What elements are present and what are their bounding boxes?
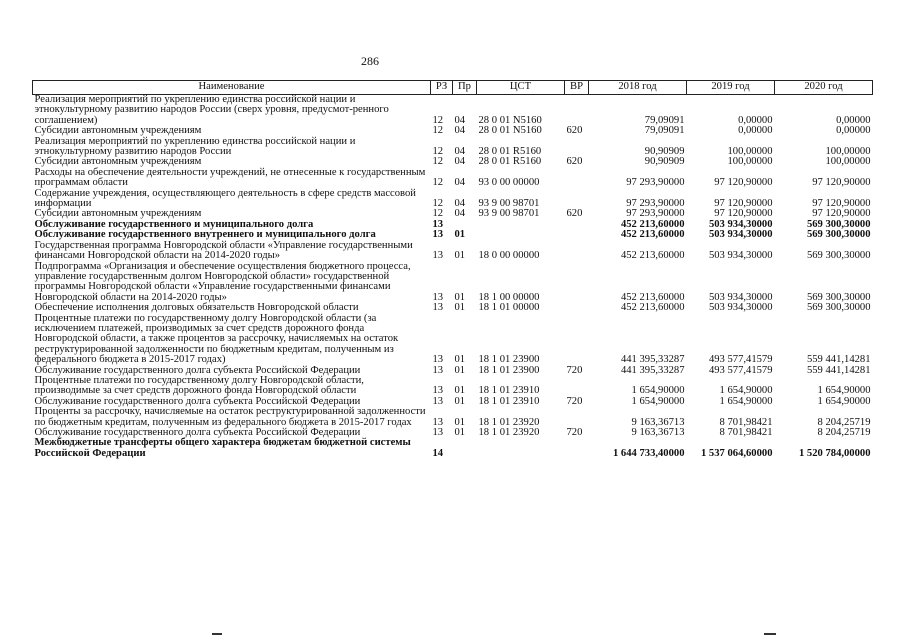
cell-rz: 13 [432,291,444,303]
cell-rz: 13 [432,354,444,366]
table-row [33,189,873,210]
cell-y2018: 90,90909 [644,156,685,168]
cell-y2020: 1 654,90000 [817,395,871,407]
cell-y2020: 559 441,14281 [806,354,871,366]
cell-y2018: 1 654,90000 [631,395,685,407]
cell-rz: 12 [432,208,444,220]
cell-y2019: 8 701,98421 [719,427,773,438]
header-rz: РЗ [431,81,453,95]
cell-y2019: 97 120,90000 [714,177,773,189]
cell-y2020: 0,00000 [836,114,871,126]
cell-vr: 720 [566,364,583,376]
cell-rz: 12 [432,146,444,158]
cell-rz: 12 [432,156,444,168]
cell-y2019: 503 934,30000 [708,250,773,262]
cell-pr: 04 [454,146,466,158]
cell-rz: 12 [432,198,444,210]
cell-y2020: 1 654,90000 [817,385,871,397]
header-2020: 2020 год [775,81,873,95]
cell-y2019: 100,00000 [727,156,773,168]
cell-name: Обслуживание государственного долга субъекта Российской Федерации [34,364,361,376]
header-vr: ВР [565,81,589,95]
cell-cst [477,230,565,240]
cell-rz: 13 [432,395,444,407]
cell-y2019: 0,00000 [738,114,773,126]
cell-cst: 28 0 01 N5160 [478,125,542,137]
cell-y2018: 1 654,90000 [631,385,685,397]
cell-y2019: 503 934,30000 [708,291,773,303]
cell-y2019: 503 934,30000 [708,302,773,314]
cell-y2019: 97 120,90000 [714,198,773,210]
cell-vr [565,220,589,230]
cell-vr [565,376,589,397]
cell-pr: 04 [454,177,466,189]
cell-rz: 14 [432,447,444,459]
cell-pr: 01 [454,302,466,314]
cell-y2020: 100,00000 [825,156,871,168]
cell-y2020: 0,00000 [836,125,871,137]
cell-rz: 13 [432,302,444,314]
cell-name: Реализация мероприятий по укреплению единства российской нации и этнокультурному развитию народов России [34,135,356,158]
cell-cst: 28 0 01 R5160 [478,146,542,158]
table-row [33,314,873,366]
cell-pr: 01 [454,229,466,241]
cell-name: Обслуживание государственного долга субъекта Российской Федерации [34,427,361,438]
cell-cst: 18 1 01 23920 [478,416,540,428]
cell-y2019: 1 654,90000 [719,385,773,397]
cell-vr [565,303,589,313]
table-row [33,438,873,459]
cell-rz: 12 [432,114,444,126]
cell-y2019: 503 934,30000 [708,218,773,230]
cell-y2020: 569 300,30000 [806,229,871,241]
cell-pr: 04 [454,114,466,126]
header-name: Наименование [33,81,431,95]
cell-y2019: 97 120,90000 [714,208,773,220]
table-row [33,303,873,313]
cell-pr: 01 [454,395,466,407]
cell-vr [565,241,589,262]
cell-y2020: 569 300,30000 [806,302,871,314]
cell-cst [477,438,565,459]
cell-y2019: 493 577,41579 [708,354,773,366]
cell-y2020: 559 441,14281 [806,364,871,376]
scan-marks [0,630,905,640]
header-cst: ЦСТ [477,81,565,95]
cell-y2018: 452 213,60000 [620,218,685,230]
cell-vr [565,314,589,366]
cell-pr: 01 [454,354,466,366]
cell-vr: 620 [566,125,583,137]
cell-pr: 04 [454,125,466,137]
cell-rz: 13 [432,250,444,262]
cell-vr [565,262,589,304]
cell-name: Субсидии автономным учреждениям [34,125,202,137]
cell-cst: 18 1 01 00000 [478,302,540,314]
cell-cst [477,220,565,230]
header-2019: 2019 год [687,81,775,95]
cell-y2019: 1 654,90000 [719,395,773,407]
cell-y2018: 90,90909 [644,146,685,158]
cell-y2019: 100,00000 [727,146,773,158]
cell-name: Подпрограмма «Организация и обеспечение осуществления бюджетного процесса, управление государственным долгом Новгородской области» государственной программы Новгородской области «Управление государственными финансами Новгородской области на 2014-2020 годы» [34,260,411,303]
cell-y2020: 97 120,90000 [812,198,871,210]
cell-cst: 18 1 01 23920 [478,427,540,438]
cell-rz: 13 [432,416,444,428]
cell-name: Обслуживание государственного и муниципального долга [34,218,314,230]
cell-y2018: 452 213,60000 [620,229,685,241]
cell-y2018: 1 644 733,40000 [612,447,685,459]
table-row [33,262,873,304]
cell-cst: 93 0 00 00000 [478,177,540,189]
budget-table [32,80,873,459]
cell-y2018: 97 293,90000 [626,198,685,210]
cell-name: Обслуживание государственного внутреннего и муниципального долга [34,229,376,241]
cell-cst: 18 1 01 23910 [478,385,540,397]
cell-name: Субсидии автономным учреждениям [34,208,202,220]
table-row [33,168,873,189]
cell-pr: 01 [454,427,466,438]
table-row [33,376,873,397]
cell-y2019: 1 537 064,60000 [700,447,773,459]
cell-cst: 18 1 01 23900 [478,354,540,366]
cell-y2019: 493 577,41579 [708,364,773,376]
cell-y2018: 9 163,36713 [631,416,685,428]
cell-y2019: 8 701,98421 [719,416,773,428]
table-row [33,241,873,262]
cell-name: Обеспечение исполнения долговых обязательств Новгородской области [34,302,359,314]
cell-y2018: 97 293,90000 [626,208,685,220]
cell-vr [565,407,589,428]
cell-pr: 01 [454,385,466,397]
cell-vr [565,189,589,210]
cell-cst: 28 0 01 R5160 [478,156,542,168]
cell-vr: 620 [566,208,583,220]
table-row [33,407,873,428]
cell-y2020: 569 300,30000 [806,291,871,303]
cell-y2020: 97 120,90000 [812,177,871,189]
cell-y2018: 9 163,36713 [631,427,685,438]
cell-pr: 01 [454,250,466,262]
table-row [33,95,873,127]
cell-y2018: 452 213,60000 [620,302,685,314]
cell-cst: 28 0 01 N5160 [478,114,542,126]
cell-rz: 12 [432,177,444,189]
cell-y2020: 97 120,90000 [812,208,871,220]
cell-rz: 12 [432,125,444,137]
cell-y2018: 441 395,33287 [620,364,685,376]
cell-pr: 01 [454,291,466,303]
cell-cst: 93 9 00 98701 [478,198,540,210]
cell-pr: 04 [454,198,466,210]
cell-name: Обслуживание государственного долга субъекта Российской Федерации [34,395,361,407]
cell-rz: 13 [432,218,444,230]
cell-y2018: 97 293,90000 [626,177,685,189]
cell-cst: 18 0 00 00000 [478,250,540,262]
cell-vr [565,168,589,189]
cell-vr: 620 [566,156,583,168]
cell-y2020: 569 300,30000 [806,218,871,230]
cell-vr: 720 [566,395,583,407]
cell-y2020: 8 204,25719 [817,427,871,438]
cell-name: Государственная программа Новгородской области «Управление государственными финансами Новгородской области на 2014-2020 годы» [34,239,413,262]
cell-vr [565,230,589,240]
cell-cst: 18 1 01 23910 [478,395,540,407]
cell-pr: 01 [454,364,466,376]
cell-vr: 720 [566,427,583,438]
table-row [33,137,873,158]
cell-y2019: 0,00000 [738,125,773,137]
cell-y2018: 79,09091 [644,125,685,137]
cell-pr: 04 [454,208,466,220]
cell-rz: 13 [432,385,444,397]
cell-cst: 18 1 01 23900 [478,364,540,376]
cell-y2018: 441 395,33287 [620,354,685,366]
cell-y2020: 100,00000 [825,146,871,158]
cell-name: Процентные платежи по государственному долгу Новгородской области (за исключением платежей, производимых за счет средств дорожного фонда Новгородской области, а также процентов за рассрочку, начисляемых на остаток реструктурированной задолженности по бюджетным кредитам, полученным из федерального бюджета в 2015-2017 годах) [34,312,399,366]
cell-y2018: 79,09091 [644,114,685,126]
table-header-row [33,81,873,95]
cell-y2018: 452 213,60000 [620,250,685,262]
cell-pr: 01 [454,416,466,428]
cell-y2020: 569 300,30000 [806,250,871,262]
cell-rz: 13 [432,364,444,376]
cell-cst: 18 1 00 00000 [478,291,540,303]
cell-rz: 13 [432,427,444,438]
cell-name: Процентные платежи по государственному долгу Новгородской области, производимые за счет средств дорожного фонда Новгородской области [34,374,364,397]
page-number: 286 [361,54,379,68]
cell-vr [565,137,589,158]
cell-y2020: 1 520 784,00000 [798,447,871,459]
cell-pr [453,438,477,459]
cell-cst: 93 9 00 98701 [478,208,540,220]
cell-vr [565,438,589,459]
cell-name: Расходы на обеспечение деятельности учреждений, не отнесенные к государственным программам области [34,166,426,189]
cell-y2020: 8 204,25719 [817,416,871,428]
cell-name: Реализация мероприятий по укреплению единства российской нации и этнокультурному развитию народов России (сверх уровня, предусмот-ренного соглашением) [34,94,389,126]
cell-name: Проценты за рассрочку, начисляемые на остаток реструктурированной задолженности по бюджетным кредитам, полученным из федерального бюджета в 2015-2017 годах [34,406,426,428]
cell-rz: 13 [432,229,444,241]
cell-name: Межбюджетные трансферты общего характера бюджетам бюджетной системы Российской Федерации [34,437,411,459]
cell-y2018: 452 213,60000 [620,291,685,303]
cell-y2019: 503 934,30000 [708,229,773,241]
header-pr: Пр [453,81,477,95]
cell-name: Содержание учреждения, осуществляющего деятельность в сфере средств массовой информации [34,187,416,210]
header-2018: 2018 год [589,81,687,95]
cell-pr: 04 [454,156,466,168]
cell-vr [565,95,589,127]
cell-name: Субсидии автономным учреждениям [34,156,202,168]
